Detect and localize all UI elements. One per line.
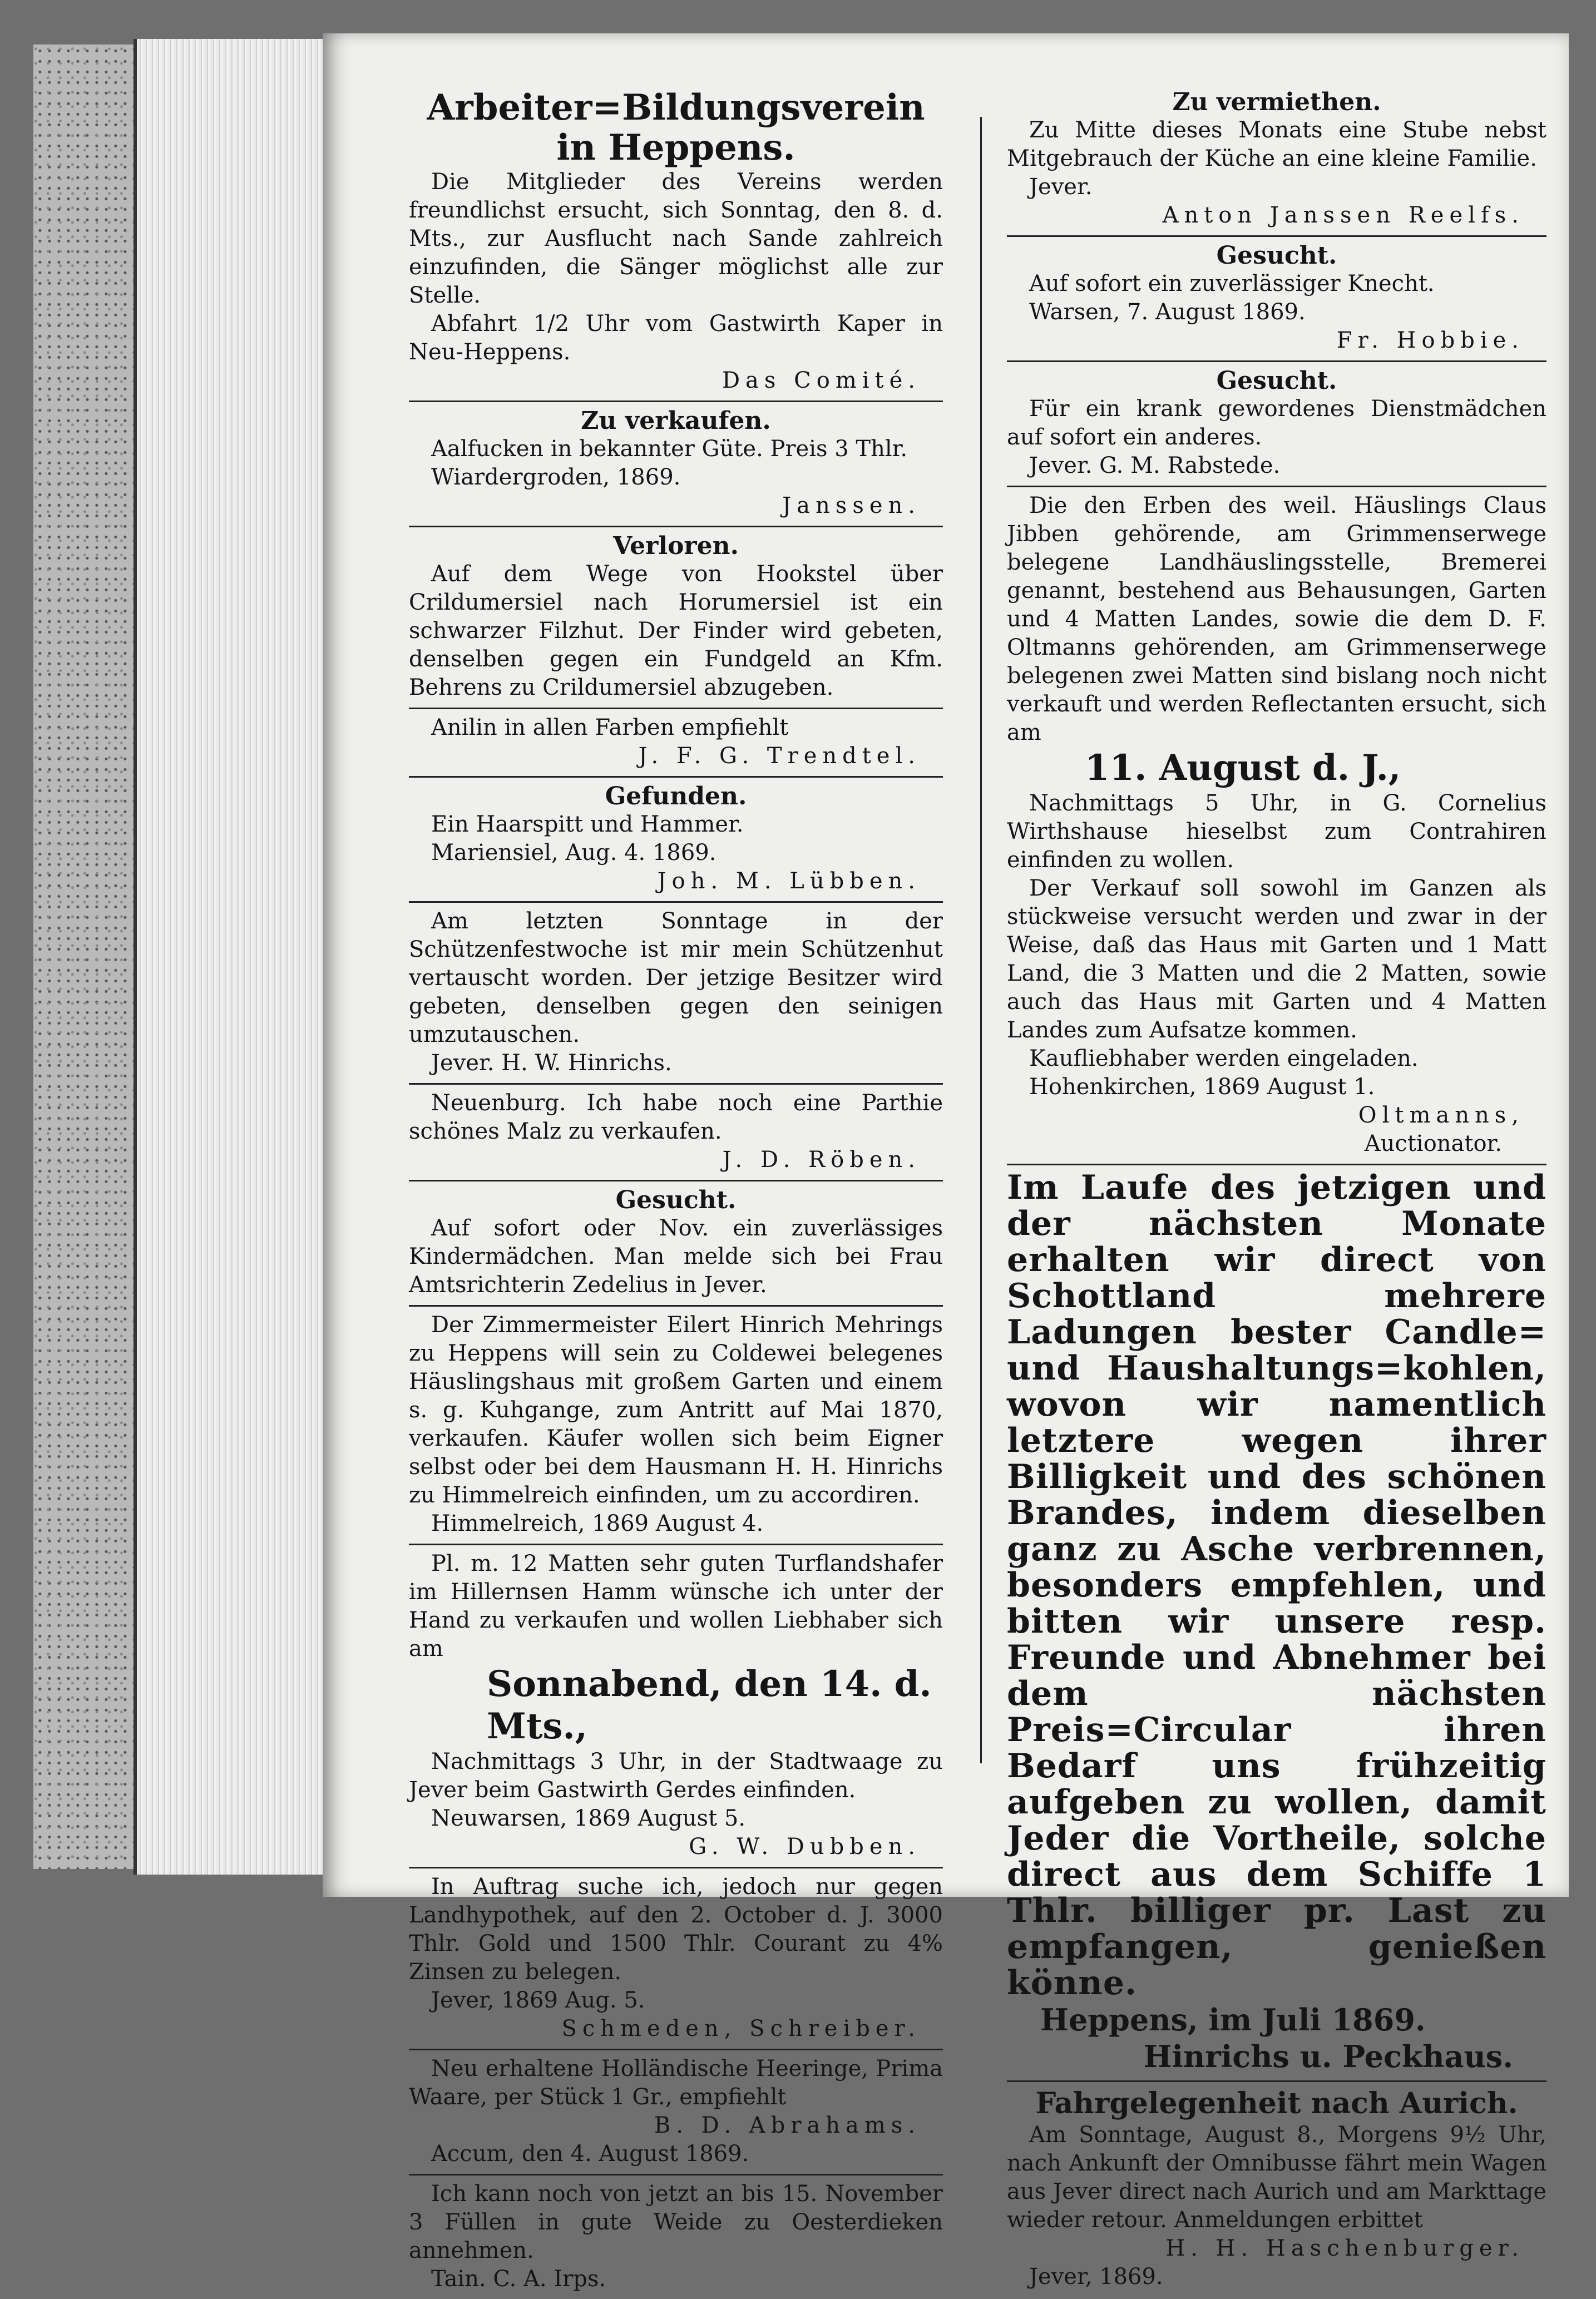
ad-text: In Auftrag suche ich, jedoch nur gegen Landhypothek, auf den 2. October d. J. 3000 Thlr. Gold und 1500 Thlr. Courant zu 4% Zinsen zu belegen. <box>409 1874 943 1985</box>
ad-signature: G. W. Dubben. <box>689 1834 921 1860</box>
advertisement <box>409 402 943 527</box>
ad-text: Am letzten Sonntage in der Schützenfestwoche ist mir mein Schützenhut vertauscht worden. Der jetzige Besitzer wird gebeten, denselben gegen den seinigen umzutauschen. <box>409 908 943 1047</box>
ad-title: Verloren. <box>613 532 739 560</box>
ad-text: Abfahrt 1/2 Uhr vom Gastwirth Kaper in Neu-Heppens. <box>409 311 943 365</box>
ad-text: Hohenkirchen, 1869 August 1. <box>1029 1074 1375 1100</box>
ad-signature: B. D. Abrahams. <box>654 2113 921 2138</box>
ad-text: Auf dem Wege von Hookstel über Crildumersiel nach Horumersiel ist ein schwarzer Filzhut. Der Finder wird gebeten, denselben gegen ein Fundgeld an Kfm. Behrens zu Crildumersiel abzugeben. <box>409 561 943 700</box>
ad-signature: Oltmanns, <box>1358 1102 1524 1128</box>
advertisement <box>409 2050 943 2176</box>
right-column <box>1007 83 1546 2297</box>
ad-signature: Joh. M. Lübben. <box>657 868 921 894</box>
ad-text: Auf sofort ein zuverlässiger Knecht. <box>1029 271 1435 296</box>
ad-title: Arbeiter=Bildungsverein in Heppens. <box>427 87 925 169</box>
ad-text: Ein Haarspitt und Hammer. <box>431 812 744 837</box>
ad-title: Gesucht. <box>1216 367 1337 395</box>
advertisement <box>409 903 943 1085</box>
book-edge <box>33 45 136 1869</box>
ad-text: Jever. <box>1029 174 1093 200</box>
ad-title: Gefunden. <box>605 782 747 810</box>
advertisement <box>1007 2082 1546 2297</box>
left-column <box>409 83 943 2299</box>
ad-signature: J. D. Röben. <box>722 1147 921 1173</box>
ad-text: Für ein krank gewordenes Dienstmädchen auf sofort ein anderes. <box>1007 396 1546 450</box>
ad-signature-role: Auctionator. <box>1364 1131 1502 1156</box>
ad-text: Nachmittags 3 Uhr, in der Stadtwaage zu Jever beim Gastwirth Gerdes einfinden. <box>409 1749 943 1803</box>
ad-text: Accum, den 4. August 1869. <box>431 2141 749 2167</box>
ad-text: Himmelreich, 1869 August 4. <box>431 1511 764 1536</box>
ad-text: Nachmittags 5 Uhr, in G. Cornelius Wirthshause hieselbst zum Contrahiren einfinden zu wollen. <box>1007 790 1546 873</box>
ad-signature: J. F. G. Trendtel. <box>638 743 921 769</box>
advertisement <box>1007 1165 1546 2082</box>
ad-text: Die den Erben des weil. Häuslings Claus Jibben gehörende, am Grimmenserwege belegene Landhäuslingsstelle, Bremerei genannt, bestehend aus Behausungen, Garten und 4 Matten Landes, sowie die dem D. F. Oltmanns gehörenden, am Grimmenserwege belegenen zwei Matten sind bislang noch nicht verkauft und werden Reflectanten ersucht, sich am <box>1007 493 1546 745</box>
advertisement <box>409 778 943 903</box>
ad-signature: Anton Janssen Reelfs. <box>1162 202 1524 228</box>
ad-text: Tain. C. A. Irps. <box>431 2266 606 2292</box>
ad-signature: Janssen. <box>782 493 921 518</box>
ad-signature: H. H. Haschenburger. <box>1165 2236 1524 2261</box>
ad-text: Zu Mitte dieses Monats eine Stube nebst Mitgebrauch der Küche an eine kleine Familie. <box>1007 117 1546 171</box>
coal-announcement: Im Laufe des jetzigen und der nächsten Monate erhalten wir direct von Schottland mehrere Ladungen bester Candle= und Haushaltungs=kohlen, wovon wir namentlich letztere wegen ihrer Billigkeit und des schönen Brandes, indem dieselben ganz zu Asche verbrennen, besonders empfehlen, und bitten wir unsere resp. Freunde und Abnehmer bei dem nächsten Preis=Circular ihren Bedarf uns frühzeitig aufgeben zu wollen, damit Jeder die Vortheile, solche direct aus dem Schiffe 1 Thlr. billiger pr. Last zu empfangen, genießen könne. <box>1007 1168 1546 2003</box>
advertisement <box>409 527 943 709</box>
page-stack <box>134 39 326 1875</box>
ad-title: Gesucht. <box>615 1186 737 1214</box>
ad-signature: Fr. Hobbie. <box>1336 328 1524 353</box>
ad-text: Auf sofort oder Nov. ein zuverlässiges Kindermädchen. Man melde sich bei Frau Amtsrichterin Zedelius in Jever. <box>409 1215 943 1298</box>
advertisement <box>1007 237 1546 362</box>
ad-text: Jever, 1869. <box>1029 2264 1163 2290</box>
ad-title: Zu vermiethen. <box>1172 88 1381 116</box>
announcement-signature: Hinrichs u. Peckhaus. <box>1143 2039 1513 2074</box>
ad-text: Mariensiel, Aug. 4. 1869. <box>431 840 717 866</box>
ad-text: Warsen, 7. August 1869. <box>1029 299 1306 325</box>
advertisement <box>409 1868 943 2050</box>
ad-text: Anilin in allen Farben empfiehlt <box>431 715 789 740</box>
ad-date-highlight: 11. August d. J., <box>1085 747 1401 789</box>
ad-text: Kaufliebhaber werden eingeladen. <box>1029 1046 1419 1071</box>
ad-text: Am Sonntage, August 8., Morgens 9½ Uhr, nach Ankunft der Omnibusse fährt mein Wagen aus Jever direct nach Aurich und am Markttage wieder retour. Anmeldungen erbittet <box>1007 2122 1546 2233</box>
ad-text: Jever. H. W. Hinrichs. <box>431 1050 672 1076</box>
advertisement <box>1007 83 1546 237</box>
ad-signature: Das Comité. <box>722 368 921 393</box>
ad-text: Der Verkauf soll sowohl im Ganzen als stückweise versucht werden und zwar in der Weise, daß das Haus mit Garten und 1 Matt Land, die 3 Matten und die 2 Matten, sowie auch das Haus mit Garten und 4 Matten Landes zum Aufsatze kommen. <box>1007 876 1546 1043</box>
ad-text: Ich kann noch von jetzt an bis 15. November 3 Füllen in gute Weide zu Oesterdieken annehmen. <box>409 2181 943 2263</box>
column-divider <box>980 117 982 1763</box>
advertisement <box>409 2176 943 2299</box>
ad-text: Pl. m. 12 Matten sehr guten Turflandshafer im Hillernsen Hamm wünsche ich unter der Hand zu verkaufen und wollen Liebhaber sich am <box>409 1551 943 1662</box>
ad-date-highlight: Sonnabend, den 14. d. Mts., <box>487 1663 932 1747</box>
ad-text: Wiardergroden, 1869. <box>431 464 681 490</box>
ad-text: Neuwarsen, 1869 August 5. <box>431 1806 746 1831</box>
ad-title: Gesucht. <box>1216 241 1337 270</box>
ad-title: Fahrgelegenheit nach Aurich. <box>1035 2087 1518 2120</box>
advertisement <box>409 1085 943 1181</box>
announcement-place-date: Heppens, im Juli 1869. <box>1040 2002 1426 2038</box>
ad-text: Der Zimmermeister Eilert Hinrich Mehrings zu Heppens will sein zu Coldewei belegenes Häuslingshaus mit großem Garten und einem s. g. Kuhgange, zum Antritt auf Mai 1870, verkaufen. Käufer wollen sich beim Eigner selbst oder bei dem Hausmann H. H. Hinrichs zu Himmelreich einfinden, um zu accordiren. <box>409 1312 943 1508</box>
advertisement <box>1007 362 1546 487</box>
advertisement <box>409 1545 943 1868</box>
ad-text: Neu erhaltene Holländische Heeringe, Prima Waare, per Stück 1 Gr., empfiehlt <box>409 2056 943 2110</box>
advertisement <box>409 83 943 402</box>
ad-title: Zu verkaufen. <box>581 407 771 435</box>
ad-text: Neuenburg. Ich habe noch eine Parthie schönes Malz zu verkaufen. <box>409 1090 943 1144</box>
ad-text: Jever, 1869 Aug. 5. <box>431 1987 645 2013</box>
ad-text: Die Mitglieder des Vereins werden freundlichst ersucht, sich Sonntag, den 8. d. Mts., zur Ausflucht nach Sande zahlreich einzufinden, die Sänger möglichst alle zur Stelle. <box>409 169 943 308</box>
ad-signature: Schmeden, Schreiber. <box>561 2016 921 2041</box>
advertisement <box>409 1307 943 1545</box>
advertisement <box>1007 487 1546 1165</box>
ad-text: Jever. G. M. Rabstede. <box>1029 453 1281 478</box>
advertisement <box>409 1181 943 1307</box>
ad-text: Aalfucken in bekannter Güte. Preis 3 Thlr. <box>431 436 908 462</box>
advertisement <box>409 709 943 778</box>
